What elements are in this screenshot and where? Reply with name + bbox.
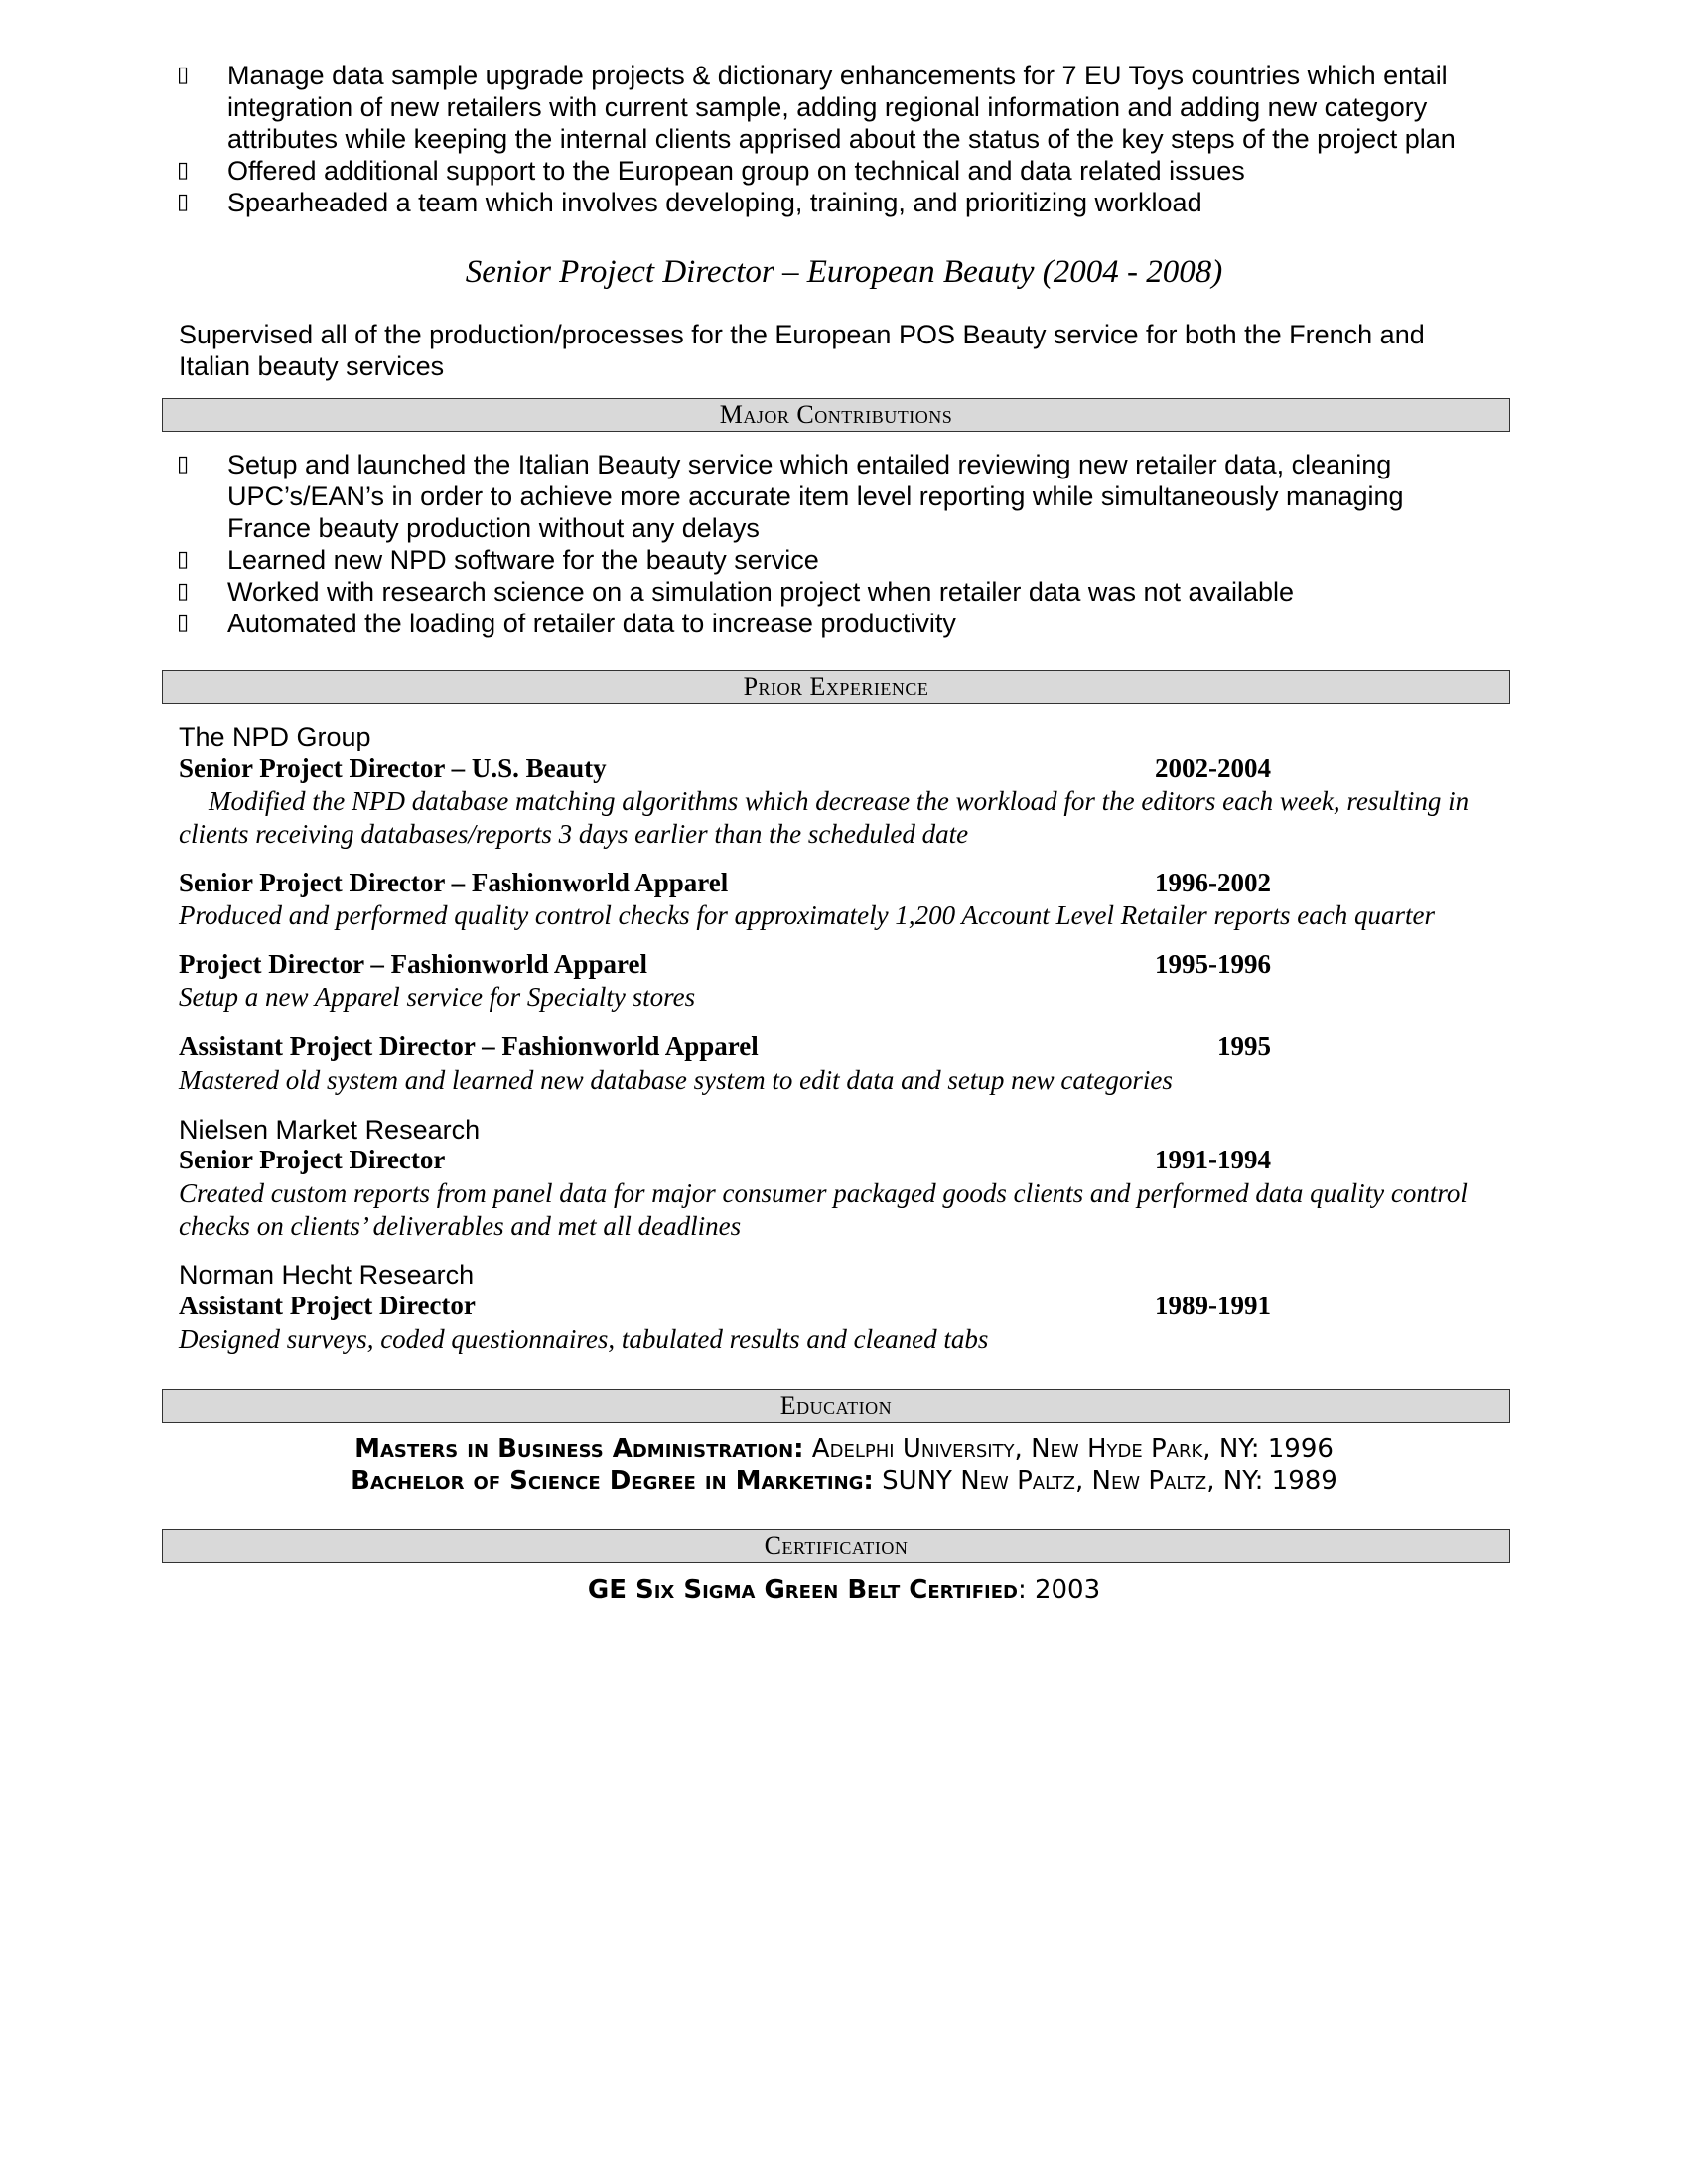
section-header-education: Education [162,1389,1510,1423]
job-title-text: Assistant Project Director – Fashionworld Apparel [179,1031,759,1061]
bullet-text: Worked with research science on a simulation project when retailer data was not available [227,577,1295,607]
job-title [179,1144,1479,1175]
degree: Bachelor of Science Degree in Marketing: [351,1466,874,1496]
bullet-text: attributes while keeping the internal clients apprised about the status of the key steps of the project plan [227,124,1456,154]
bullet-text: France beauty production without any delays [227,513,760,543]
education-entry [0,1465,1688,1497]
school: Adelphi University, New Hyde Park, NY: 1996 [803,1434,1334,1464]
bullet-icon: ▯ [177,611,190,635]
bullet-text: Setup and launched the Italian Beauty service which entailed reviewing new retailer data, cleaning [227,450,1392,479]
job-description: Designed surveys, coded questionnaires, tabulated results and cleaned tabs [179,1324,989,1354]
bullet-icon: ▯ [177,190,190,214]
bullet-text: Offered additional support to the European group on technical and data related issues [227,156,1245,186]
company-name: Nielsen Market Research [179,1115,481,1145]
job-dates: 1995-1996 [1155,949,1271,979]
bullet-icon: ▯ [177,63,190,87]
job-dates: 2002-2004 [1155,753,1271,783]
job-title-text: Assistant Project Director [179,1291,476,1320]
degree: Masters in Business Administration: [354,1434,804,1464]
job-dates: 1996-2002 [1155,868,1271,897]
job-title-text: Senior Project Director – U.S. Beauty [179,753,607,783]
job-title [179,867,1479,898]
bullet-text: integration of new retailers with current sample, adding regional information and adding new category [227,92,1428,122]
bullet-text: UPC’s/EAN’s in order to achieve more accurate item level reporting while simultaneously managing [227,481,1404,511]
bullet-icon: ▯ [177,547,190,572]
role-summary: Italian beauty services [179,351,445,381]
job-title [179,1290,1479,1321]
certification-year: : 2003 [1017,1575,1101,1605]
job-title-text: Senior Project Director [179,1145,446,1174]
certification-name: GE Six Sigma Green Belt Certified [587,1575,1018,1605]
bullet-text: Learned new NPD software for the beauty service [227,545,819,575]
certification-entry [0,1574,1688,1606]
bullet-icon: ▯ [177,452,190,477]
education-entry [0,1433,1688,1465]
job-title [179,1030,1479,1062]
job-description: Mastered old system and learned new database system to edit data and setup new categories [179,1065,1173,1095]
section-header-major-contributions: Major Contributions [162,398,1510,432]
school: SUNY New Paltz, New Paltz, NY: 1989 [873,1466,1337,1496]
role-summary: Supervised all of the production/processes for the European POS Beauty service for both the French and [179,320,1425,349]
job-description: Modified the NPD database matching algorithms which decrease the workload for the editors each week, resulting in [209,786,1470,816]
job-title-text: Project Director – Fashionworld Apparel [179,949,647,979]
job-title-text: Senior Project Director – Fashionworld Apparel [179,868,729,897]
bullet-text: Spearheaded a team which involves developing, training, and prioritizing workload [227,188,1202,217]
bullet-icon: ▯ [177,579,190,604]
job-dates: 1989-1991 [1155,1291,1271,1320]
company-name: The NPD Group [179,722,371,751]
job-description: Produced and performed quality control checks for approximately 1,200 Account Level Retailer reports each quarter [179,900,1435,930]
job-description: clients receiving databases/reports 3 days earlier than the scheduled date [179,819,969,849]
bullet-text: Automated the loading of retailer data to increase productivity [227,609,956,638]
bullet-text: Manage data sample upgrade projects & dictionary enhancements for 7 EU Toys countries which entail [227,61,1448,90]
role-title: Senior Project Director – European Beauty (2004 - 2008) [465,254,1223,290]
section-header-prior-experience: Prior Experience [162,670,1510,704]
bullet-icon: ▯ [177,158,190,183]
job-description: Setup a new Apparel service for Specialty stores [179,982,696,1012]
job-description: checks on clients’ deliverables and met all deadlines [179,1211,742,1241]
job-title [179,948,1479,980]
company-name: Norman Hecht Research [179,1260,475,1290]
job-dates: 1991-1994 [1155,1145,1271,1174]
job-title [179,752,1479,784]
section-header-certification: Certification [162,1529,1510,1563]
job-description: Created custom reports from panel data for major consumer packaged goods clients and performed data quality control [179,1178,1468,1208]
job-dates: 1995 [1217,1031,1271,1061]
